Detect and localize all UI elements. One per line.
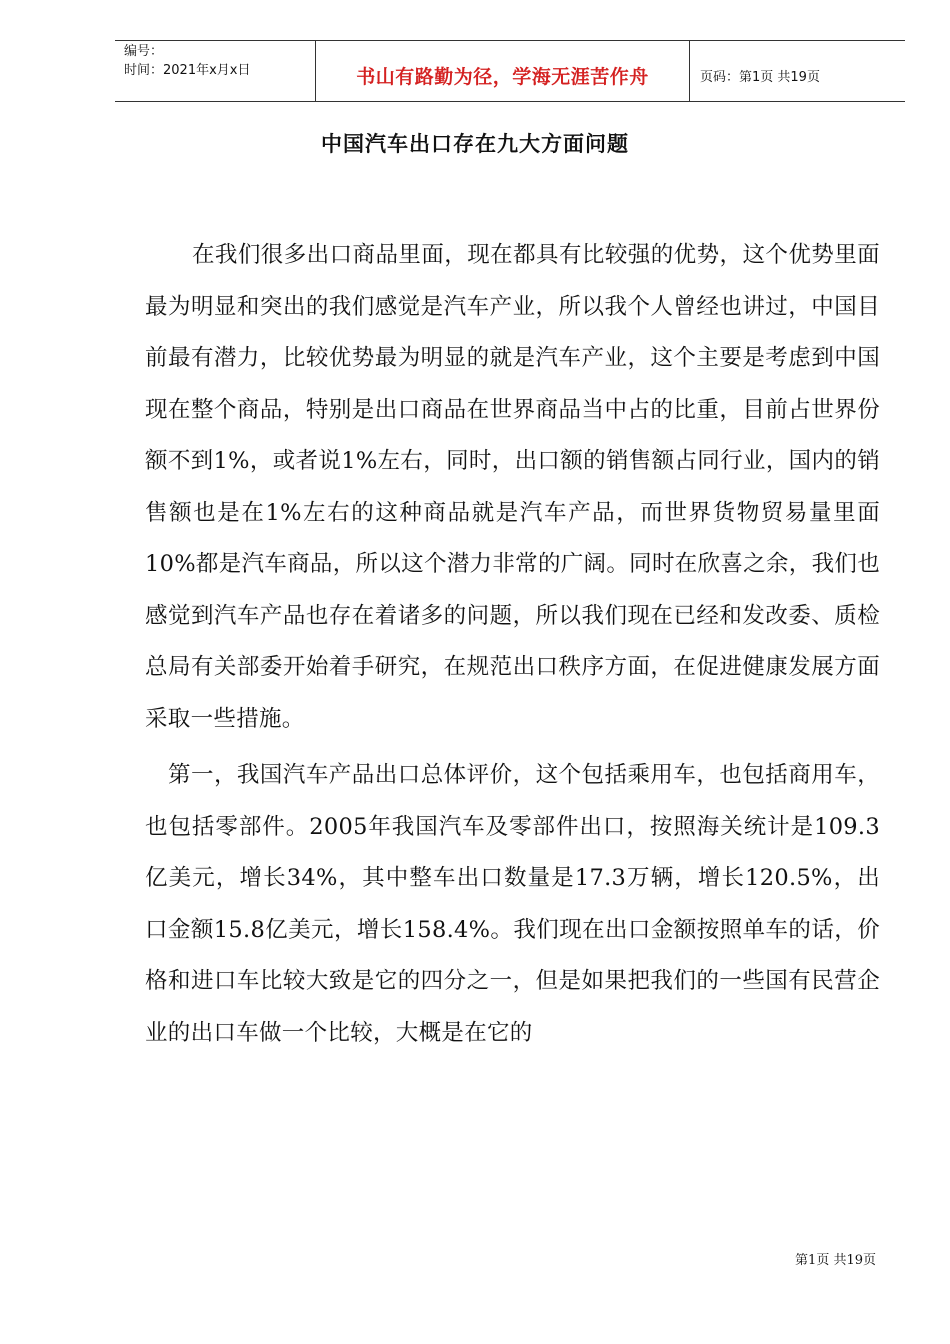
- document-body: [145, 230, 880, 1059]
- document-time-label: 时间：2021年x月x日: [124, 63, 251, 78]
- page-header: [115, 40, 905, 102]
- header-meta: [115, 41, 316, 101]
- document-title: 中国汽车出口存在九大方面问题: [321, 132, 629, 156]
- header-motto: 书山有路勤为径，学海无涯苦作舟: [316, 41, 690, 101]
- page-footer: 第1页 共19页: [795, 1253, 876, 1268]
- body-paragraph: 在我们很多出口商品里面，现在都具有比较强的优势，这个优势里面最为明显和突出的我们感觉是汽车产业，所以我个人曾经也讲过，中国目前最有潜力，比较优势最为明显的就是汽车产业，这个主要是考虑到中国现在整个商品，特别是出口商品在世界商品当中占的比重，目前占世界份额不到1%，或者说1%左右，同时，出口额的销售额占同行业，国内的销售额也是在1%左右的这种商品就是汽车产品，而世界货物贸易量里面10%都是汽车商品，所以这个潜力非常的广阔。同时在欣喜之余，我们也感觉到汽车产品也存在着诸多的问题，所以我们现在已经和发改委、质检总局有关部委开始着手研究，在规范出口秩序方面，在促进健康发展方面采取一些措施。: [145, 242, 880, 732]
- body-paragraph: 第一，我国汽车产品出口总体评价，这个包括乘用车，也包括商用车，也包括零部件。2005年我国汽车及零部件出口，按照海关统计是109.3亿美元，增长34%，其中整车出口数量是17.3万辆，增长120.5%，出口金额15.8亿美元，增长158.4%。我们现在出口金额按照单车的话，价格和进口车比较大致是它的四分之一，但是如果把我们的一些国有民营企业的出口车做一个比较，大概是在它的: [145, 762, 880, 1046]
- header-page-info: 页码：第1页 共19页: [700, 69, 820, 85]
- document-number-label: 编号：: [124, 44, 164, 59]
